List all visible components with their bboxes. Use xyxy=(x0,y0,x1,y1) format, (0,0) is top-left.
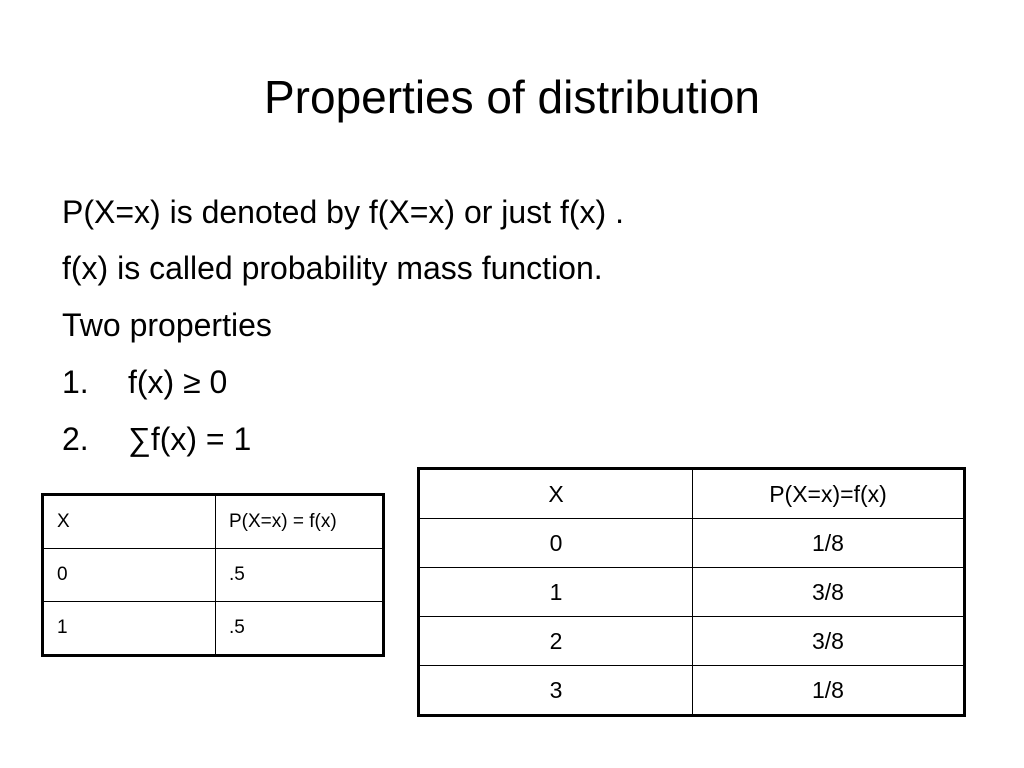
header-cell-x: X xyxy=(419,469,693,519)
property-text: f(x) ≥ 0 xyxy=(128,364,228,400)
table-row xyxy=(43,602,384,656)
table-row xyxy=(43,549,384,602)
table-cell: 3 xyxy=(419,666,693,716)
table-cell: 2 xyxy=(419,617,693,666)
property-number: 1. xyxy=(62,364,89,400)
property-text: ∑f(x) = 1 xyxy=(128,421,252,457)
body-line-denotation: P(X=x) is denoted by f(X=x) or just f(x) . xyxy=(62,194,624,230)
table-cell: 1/8 xyxy=(693,519,965,568)
property-item-1 xyxy=(62,362,227,402)
body-line-two-properties: Two properties xyxy=(62,307,272,343)
property-item-2 xyxy=(62,419,251,459)
table-cell: 1 xyxy=(419,568,693,617)
table-cell: 0 xyxy=(419,519,693,568)
property-number: 2. xyxy=(62,421,89,457)
table-header-row xyxy=(43,495,384,549)
table-cell: 3/8 xyxy=(693,568,965,617)
body-line-pmf-definition: f(x) is called probability mass function. xyxy=(62,250,603,286)
table-row xyxy=(419,568,965,617)
table-row xyxy=(419,519,965,568)
header-cell-probability: P(X=x)=f(x) xyxy=(693,469,965,519)
probability-table-small xyxy=(41,493,385,657)
table-row xyxy=(419,617,965,666)
table-cell: .5 xyxy=(216,549,384,602)
header-cell-x: X xyxy=(43,495,216,549)
table-cell: .5 xyxy=(216,602,384,656)
header-cell-probability: P(X=x) = f(x) xyxy=(216,495,384,549)
table-cell: 1/8 xyxy=(693,666,965,716)
table-cell: 0 xyxy=(43,549,216,602)
probability-table-large xyxy=(417,467,966,717)
table-header-row xyxy=(419,469,965,519)
table-row xyxy=(419,666,965,716)
table-cell: 1 xyxy=(43,602,216,656)
slide-title: Properties of distribution xyxy=(263,71,761,123)
table-cell: 3/8 xyxy=(693,617,965,666)
